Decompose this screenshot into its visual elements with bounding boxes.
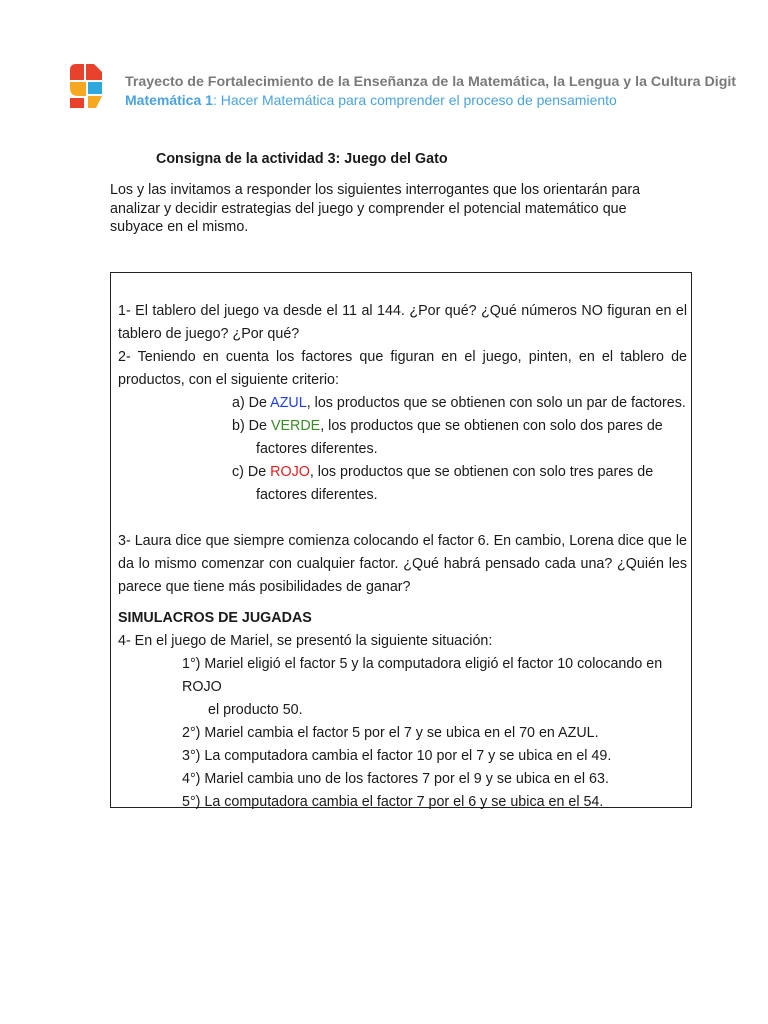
criterion-c-text: , los productos que se obtienen con solo tres pares de — [309, 464, 654, 480]
move-5: 5°) La computadora cambia el factor 7 por el 6 y se ubica en el 54. — [182, 794, 604, 810]
move-1 — [182, 653, 687, 722]
criterion-c — [232, 461, 687, 507]
question-4: 4- En el juego de Mariel, se presentó la siguiente situación: — [118, 633, 493, 649]
spacer — [118, 507, 687, 530]
activity-heading: Consigna de la actividad 3: Juego del Gato — [156, 151, 448, 167]
color-criteria-list — [232, 392, 687, 507]
criterion-b-text: , los productos que se obtienen con solo dos pares de — [320, 418, 663, 434]
program-subtitle — [125, 92, 736, 108]
program-title: Trayecto de Fortalecimiento de la Enseñanza de la Matemática, la Lengua y la Cultura Digit — [125, 74, 737, 90]
criterion-b — [232, 415, 687, 461]
question-1: 1- El tablero del juego va desde el 11 al 144. ¿Por qué? ¿Qué números NO figuran en el tablero de juego? ¿Por qué? — [118, 303, 687, 342]
move-4: 4°) Mariel cambia uno de los factores 7 por el 9 y se ubica en el 63. — [182, 771, 609, 787]
move-1-text: 1°) Mariel eligió el factor 5 y la computadora eligió el factor 10 colocando en ROJO — [182, 656, 663, 695]
color-rojo: ROJO — [270, 464, 310, 480]
criterion-a-prefix: a) De — [232, 395, 271, 411]
question-2: 2- Teniendo en cuenta los factores que figuran en el juego, pinten, en el tablero de productos, con el siguiente criterio: — [118, 349, 687, 388]
intro-paragraph: Los y las invitamos a responder los siguientes interrogantes que los orientarán para analizar y decidir estrategias del juego y comprender el potencial matemático que subyace en el mismo. — [110, 182, 641, 235]
color-verde: VERDE — [270, 418, 321, 434]
criterion-b-continuation: factores diferentes. — [256, 441, 378, 457]
move-2: 2°) Mariel cambia el factor 5 por el 7 y se ubica en el 70 en AZUL. — [182, 725, 599, 741]
move-3: 3°) La computadora cambia el factor 10 por el 7 y se ubica en el 49. — [182, 748, 612, 764]
criterion-c-continuation: factores diferentes. — [256, 487, 378, 503]
subtitle-course: Matemática 1 — [125, 92, 213, 108]
questions-box — [110, 272, 692, 808]
color-azul: AZUL — [270, 395, 307, 411]
moves-list — [182, 653, 687, 814]
subtitle-description: : Hacer Matemática para comprender el proceso de pensamiento — [212, 92, 617, 108]
move-1-continuation: el producto 50. — [208, 702, 303, 718]
page-header — [68, 62, 768, 112]
criterion-c-prefix: c) De — [232, 464, 271, 480]
simulations-heading: SIMULACROS DE JUGADAS — [118, 610, 312, 626]
institution-logo-icon — [68, 62, 104, 110]
criterion-a — [232, 392, 687, 415]
criterion-b-prefix: b) De — [232, 418, 271, 434]
criterion-a-text: , los productos que se obtienen con solo un par de factores. — [306, 395, 686, 411]
question-3: 3- Laura dice que siempre comienza colocando el factor 6. En cambio, Lorena dice que le da lo mismo comenzar con cualquier factor. ¿Qué habrá pensado cada una? ¿Quién les parece que tiene más posibilidades de ganar? — [118, 533, 687, 595]
